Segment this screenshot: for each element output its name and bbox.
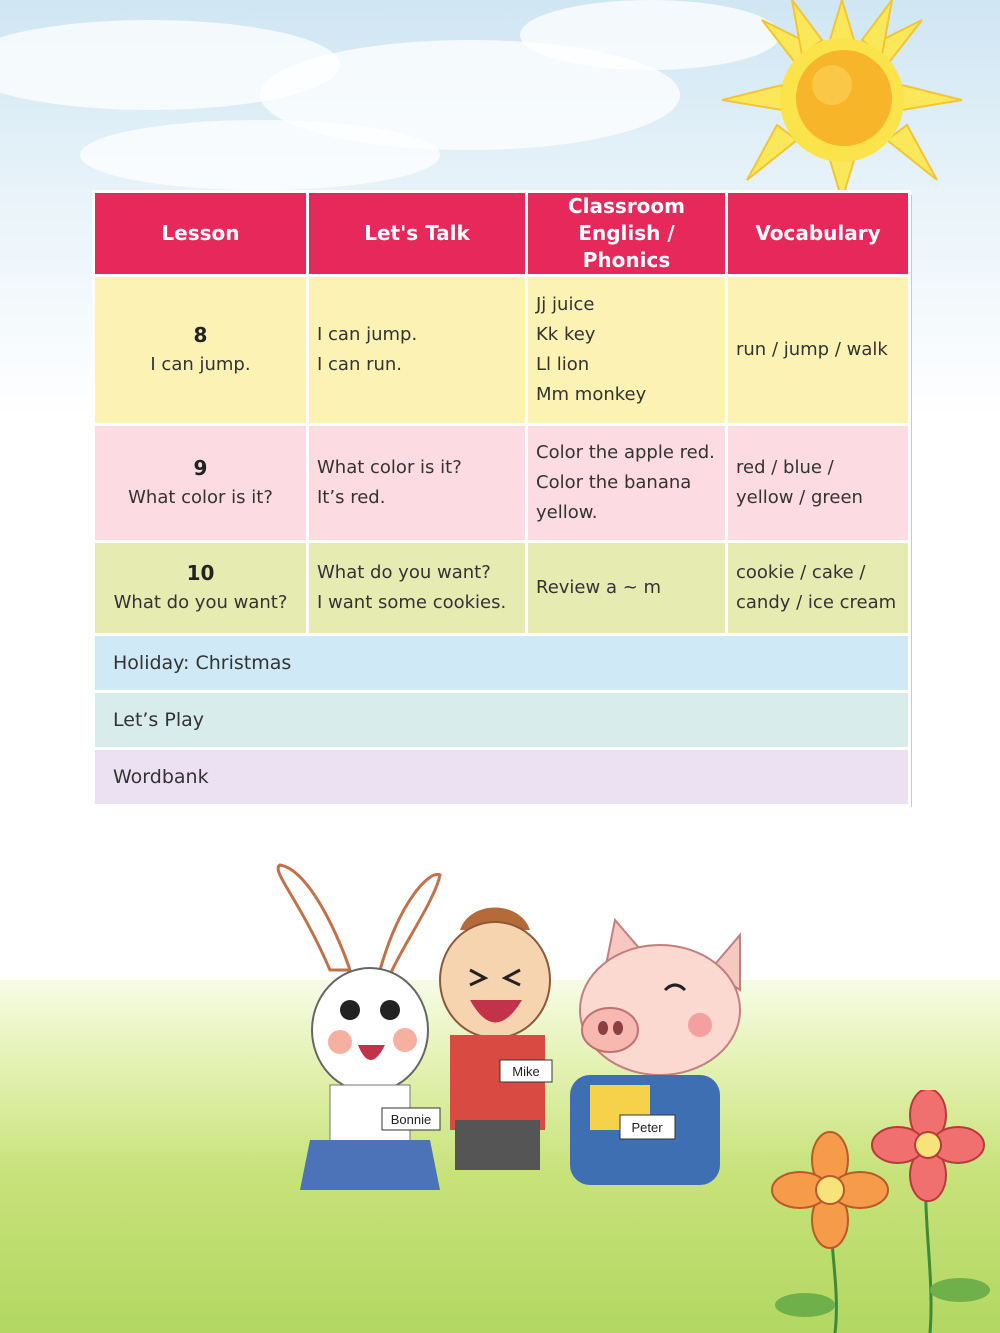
holiday-label: Holiday: Christmas [94, 635, 910, 692]
talk-cell [308, 425, 527, 542]
wordbank-label: Wordbank [94, 749, 910, 806]
lesson-number: 9 [193, 456, 208, 480]
lesson-number: 10 [186, 561, 215, 585]
header-lets-talk: Let's Talk [308, 192, 527, 276]
header-classroom-line2: English / Phonics [578, 221, 675, 272]
phonics-line: Mm monkey [536, 384, 647, 405]
vocab-line: candy / ice cream [736, 592, 897, 613]
lesson-title: What color is it? [128, 487, 273, 508]
lesson-row-8 [94, 276, 910, 425]
phonics-line: Color the banana [536, 472, 692, 493]
sun-illustration [722, 0, 962, 200]
header-classroom-line1: Classroom [567, 194, 686, 218]
lesson-title: What do you want? [113, 592, 288, 613]
pig-character [570, 920, 740, 1185]
lesson-number: 8 [193, 323, 208, 347]
boy-character [440, 908, 552, 1171]
lets-play-row [94, 692, 910, 749]
lesson-row-10 [94, 542, 910, 635]
contents-table [92, 190, 911, 807]
phonics-cell [527, 276, 727, 425]
vocab-line: cookie / cake / [736, 562, 866, 583]
talk-cell [308, 542, 527, 635]
bonnie-name-tag: Bonnie [390, 1112, 432, 1127]
phonics-line: yellow. [536, 502, 598, 523]
header-lesson: Lesson [94, 192, 308, 276]
header-classroom-english [527, 192, 727, 276]
talk-line: It’s red. [317, 487, 386, 508]
talk-line: What do you want? [317, 562, 491, 583]
lesson-cell [94, 542, 308, 635]
lesson-title: I can jump. [150, 354, 251, 375]
wordbank-row [94, 749, 910, 806]
phonics-line: Kk key [536, 324, 596, 345]
rabbit-character [278, 865, 440, 1190]
lesson-table [92, 190, 908, 802]
phonics-line: Ll lion [536, 354, 590, 375]
talk-line: I can jump. [317, 324, 418, 345]
vocab-cell [727, 276, 910, 425]
lesson-cell [94, 425, 308, 542]
phonics-line: Review a ~ m [536, 577, 662, 598]
vocab-cell [727, 542, 910, 635]
peter-name-tag: Peter [631, 1120, 663, 1135]
vocab-line: run / jump / walk [736, 339, 888, 360]
phonics-line: Jj juice [536, 294, 595, 315]
talk-line: I want some cookies. [317, 592, 507, 613]
cloud [80, 120, 440, 190]
mike-name-tag: Mike [512, 1064, 540, 1079]
talk-cell [308, 276, 527, 425]
flowers-illustration [770, 1090, 1000, 1333]
lets-play-label: Let’s Play [94, 692, 910, 749]
phonics-line: Color the apple red. [536, 442, 715, 463]
holiday-row [94, 635, 910, 692]
vocab-cell [727, 425, 910, 542]
vocab-line: red / blue / [736, 457, 834, 478]
vocab-line: yellow / green [736, 487, 863, 508]
header-row [94, 192, 910, 276]
talk-line: I can run. [317, 354, 403, 375]
header-vocabulary: Vocabulary [727, 192, 910, 276]
characters-illustration [270, 860, 760, 1240]
phonics-cell [527, 542, 727, 635]
talk-line: What color is it? [317, 457, 462, 478]
lesson-row-9 [94, 425, 910, 542]
lesson-cell [94, 276, 308, 425]
phonics-cell [527, 425, 727, 542]
